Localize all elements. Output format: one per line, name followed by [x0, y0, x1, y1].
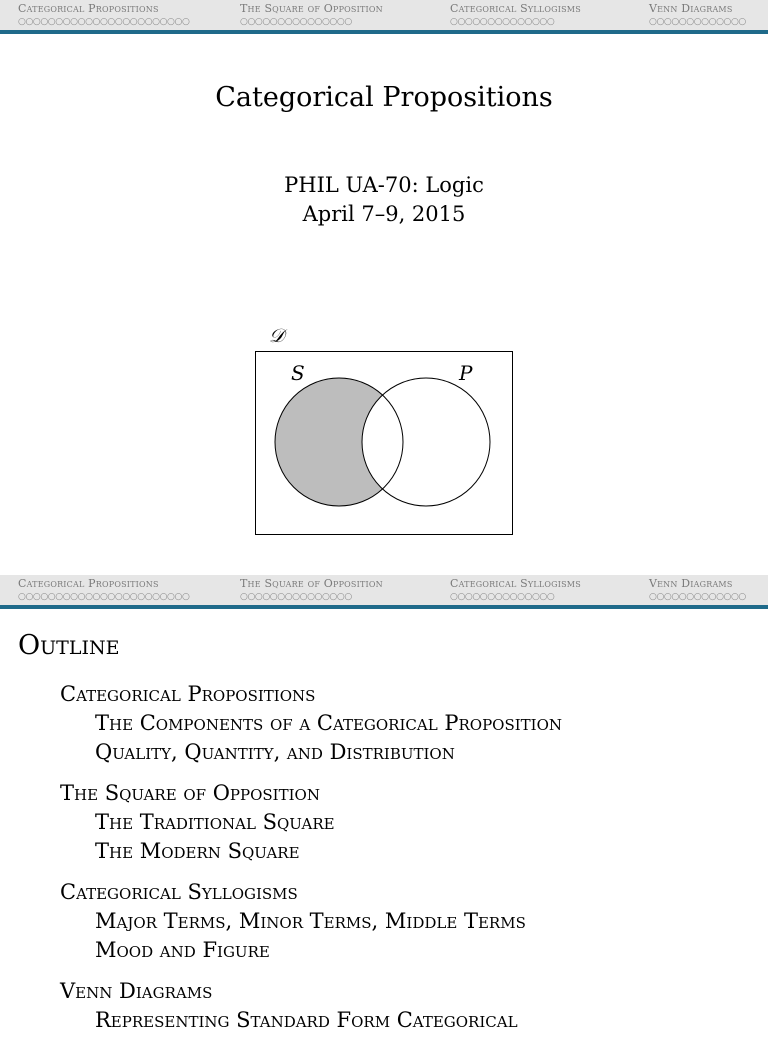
toc-section	[60, 779, 562, 866]
outline-heading: Outline	[18, 630, 120, 661]
venn-diagram	[255, 325, 515, 537]
nav-section-label[interactable]: Venn Diagrams	[649, 2, 733, 15]
nav-section-label[interactable]: Venn Diagrams	[649, 577, 733, 590]
course-name: PHIL UA-70: Logic	[284, 173, 484, 197]
outline-slide	[0, 610, 768, 1032]
nav-frame-dots[interactable]: ○○○○○○○○○○○○○○○	[240, 592, 352, 602]
toc-subsection[interactable]: Quality, Quantity, and Distribution	[95, 740, 455, 764]
toc-subsection[interactable]: The Modern Square	[95, 839, 300, 863]
nav-section-label[interactable]: Categorical Propositions	[18, 577, 159, 590]
toc-section-title[interactable]: The Square of Opposition	[60, 781, 320, 805]
navbar-rule	[0, 605, 768, 609]
table-of-contents	[60, 680, 562, 1047]
toc-section	[60, 977, 562, 1035]
navbar-top	[0, 0, 768, 34]
toc-subsection[interactable]: The Components of a Categorical Proposition	[95, 711, 563, 735]
nav-frame-dots[interactable]: ○○○○○○○○○○○○○	[649, 592, 746, 602]
toc-section	[60, 878, 562, 965]
nav-section-label[interactable]: The Square of Opposition	[240, 577, 383, 590]
toc-section-title[interactable]: Categorical Propositions	[60, 682, 316, 706]
slide-title: Categorical Propositions	[215, 82, 553, 113]
nav-frame-dots[interactable]: ○○○○○○○○○○○○○○○○○○○○○○○	[18, 592, 190, 602]
nav-frame-dots[interactable]: ○○○○○○○○○○○○○	[649, 17, 746, 27]
lecture-date: April 7–9, 2015	[302, 202, 466, 226]
toc-subsection[interactable]: Major Terms, Minor Terms, Middle Terms	[95, 909, 526, 933]
slide-subtitle	[0, 171, 768, 229]
domain-label: 𝒟	[269, 325, 285, 347]
toc-section-title[interactable]: Venn Diagrams	[60, 979, 213, 1003]
nav-frame-dots[interactable]: ○○○○○○○○○○○○○○	[450, 592, 555, 602]
toc-subsection[interactable]: The Traditional Square	[95, 810, 335, 834]
nav-section-label[interactable]: Categorical Syllogisms	[450, 577, 581, 590]
toc-subsection[interactable]: Representing Standard Form Categorical	[95, 1008, 518, 1032]
circle-s-label: S	[291, 361, 305, 385]
toc-subsection[interactable]: Mood and Figure	[95, 938, 270, 962]
nav-frame-dots[interactable]: ○○○○○○○○○○○○○○○	[240, 17, 352, 27]
nav-section-label[interactable]: Categorical Syllogisms	[450, 2, 581, 15]
title-slide	[0, 34, 768, 575]
circle-p-label: P	[459, 361, 473, 385]
toc-section	[60, 680, 562, 767]
nav-section-label[interactable]: Categorical Propositions	[18, 2, 159, 15]
navbar-bottom	[0, 575, 768, 609]
nav-frame-dots[interactable]: ○○○○○○○○○○○○○○○○○○○○○○○	[18, 17, 190, 27]
nav-frame-dots[interactable]: ○○○○○○○○○○○○○○	[450, 17, 555, 27]
toc-section-title[interactable]: Categorical Syllogisms	[60, 880, 298, 904]
nav-section-label[interactable]: The Square of Opposition	[240, 2, 383, 15]
